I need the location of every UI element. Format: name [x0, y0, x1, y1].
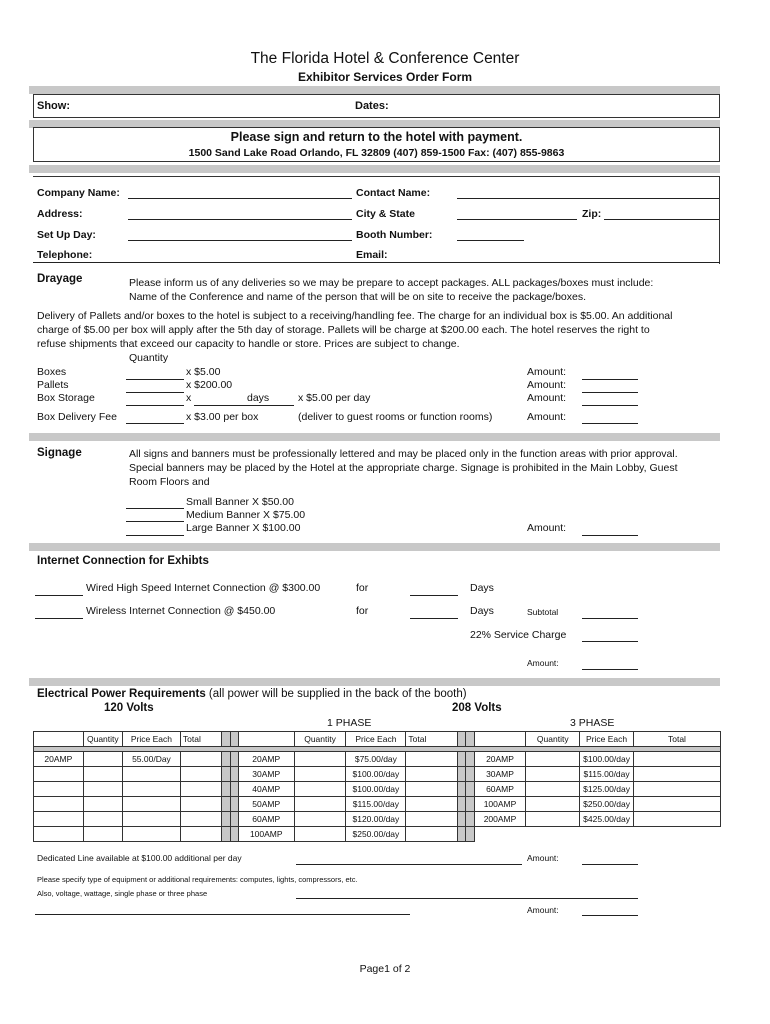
address-field[interactable] [128, 219, 352, 220]
amp-cell: 60AMP [474, 782, 526, 797]
storage-amount-label: Amount: [527, 392, 567, 404]
total-cell[interactable] [406, 752, 458, 767]
city-state-label: City & State [356, 208, 415, 220]
electrical-amount-field[interactable] [582, 915, 638, 916]
notice-box [33, 127, 720, 162]
boxes-price: x $5.00 [186, 366, 221, 378]
price-cell: $250.00/day [580, 797, 634, 812]
company-label: Company Name: [37, 187, 120, 199]
quantity-cell[interactable] [526, 797, 580, 812]
pallets-amount-label: Amount: [527, 379, 567, 391]
booth-field[interactable] [457, 240, 524, 241]
quantity-cell[interactable] [526, 767, 580, 782]
col-header: Total [633, 732, 720, 747]
pallets-label: Pallets [37, 379, 69, 391]
divider-band [29, 433, 720, 441]
email-label: Email: [356, 249, 388, 261]
storage-amount-field[interactable] [582, 405, 638, 406]
price-cell: $125.00/day [580, 782, 634, 797]
specify-field-1[interactable] [296, 898, 638, 899]
form-title: The Florida Hotel & Conference Center [250, 50, 520, 67]
storage-label: Box Storage [37, 392, 95, 404]
address-label: Address: [37, 208, 83, 220]
price-cell: $250.00/day [346, 827, 406, 842]
telephone-label: Telephone: [37, 249, 93, 261]
delivery-quantity-field[interactable] [126, 423, 184, 424]
pallets-price: x $200.00 [186, 379, 233, 391]
dedicated-amount-field[interactable] [582, 864, 638, 865]
total-cell[interactable] [180, 752, 221, 767]
quantity-label: Quantity [129, 352, 169, 364]
quantity-cell[interactable] [83, 752, 122, 767]
divider-band [29, 165, 720, 173]
contact-field[interactable] [457, 198, 719, 199]
phase-3-label: 3 PHASE [570, 717, 615, 729]
signage-line: Room Floors and [129, 476, 210, 488]
specify-line-1: Please specify type of equipment or additional requirements: computes, lights, compressors, etc. [37, 875, 358, 884]
total-cell[interactable] [633, 812, 720, 827]
drayage-para-line: Delivery of Pallets and/or boxes to the hotel is subject to a receiving/handling fee. The charge for an individual box is $5.00. An additional [37, 310, 673, 322]
medium-banner-field[interactable] [126, 521, 184, 522]
storage-x: x [186, 392, 192, 404]
wireless-label: Wireless Internet Connection @ $450.00 [86, 605, 276, 617]
total-cell[interactable] [633, 767, 720, 782]
col-header: Quantity [526, 732, 580, 747]
total-cell[interactable] [406, 767, 458, 782]
electrical-amount-label: Amount: [527, 905, 559, 915]
signage-paragraph [129, 447, 678, 489]
delivery-label: Box Delivery Fee [37, 411, 117, 423]
divider-band [29, 86, 720, 94]
table-row [34, 752, 721, 767]
quantity-cell[interactable] [294, 827, 346, 842]
internet-title: Internet Connection for Exhibts [37, 555, 209, 567]
setup-day-field[interactable] [128, 240, 352, 241]
drayage-para-line: refuse shipments that exceed our capacity to handle or store. Prices are subject to change. [37, 338, 460, 350]
price-cell: $100.00/day [346, 767, 406, 782]
dedicated-line-field[interactable] [296, 864, 522, 865]
storage-price: x $5.00 per day [298, 392, 371, 404]
zip-label: Zip: [582, 208, 602, 220]
storage-days-label: days [247, 392, 270, 404]
total-cell[interactable] [406, 797, 458, 812]
delivery-amount-field[interactable] [582, 423, 638, 424]
total-cell[interactable] [633, 782, 720, 797]
amp-cell: 60AMP [238, 812, 294, 827]
drayage-para-line: charge of $5.00 per box will apply after the 5th day of storage. Pallets will be charge at $200.00 each. The hotel reserves the right to [37, 324, 650, 336]
large-banner-label: Large Banner X $100.00 [186, 522, 301, 534]
wired-label: Wired High Speed Internet Connection @ $300.00 [86, 582, 321, 594]
price-cell: $115.00/day [580, 767, 634, 782]
col-header: Quantity [294, 732, 346, 747]
boxes-amount-label: Amount: [527, 366, 567, 378]
volts-120-label: 120 Volts [104, 702, 154, 714]
drayage-intro-line: Please inform us of any deliveries so we may be prepare to accept packages. ALL packages/boxes must include: [129, 277, 654, 289]
dedicated-amount-label: Amount: [527, 853, 559, 863]
table-row [34, 797, 721, 812]
delivery-note: (deliver to guest rooms or function rooms) [298, 411, 493, 423]
service-charge-label: 22% Service Charge [470, 629, 567, 641]
electrical-heading [37, 688, 467, 700]
signage-line: Special banners may be placed by the Hotel at the appropriate charge. Signage is prohibited in the Main Lobby, Guest [129, 462, 678, 474]
total-cell[interactable] [633, 797, 720, 812]
quantity-cell[interactable] [526, 812, 580, 827]
price-cell: $115.00/day [346, 797, 406, 812]
form-subtitle: Exhibitor Services Order Form [297, 70, 473, 84]
signage-amount-field[interactable] [582, 535, 638, 536]
wired-days-label: Days [470, 582, 494, 594]
price-cell: $75.00/day [346, 752, 406, 767]
dates-label: Dates: [355, 100, 389, 112]
volts-208-label: 208 Volts [452, 702, 502, 714]
col-header: Total [406, 732, 458, 747]
zip-field[interactable] [604, 219, 719, 220]
subtotal-field[interactable] [582, 618, 638, 619]
specify-field-2[interactable] [35, 914, 410, 915]
table-row [34, 812, 721, 827]
notice-heading: Please sign and return to the hotel with payment. [230, 130, 523, 144]
drayage-paragraph [37, 309, 672, 351]
signage-line: All signs and banners must be professionally lettered and may be placed only in the function areas with prior approval. [129, 448, 678, 460]
divider-band [29, 543, 720, 551]
amp-cell: 100AMP [474, 797, 526, 812]
col-header: Price Each [346, 732, 406, 747]
amp-cell: 100AMP [238, 827, 294, 842]
wired-for: for [356, 582, 369, 594]
wireless-for: for [356, 605, 369, 617]
internet-amount-label: Amount: [527, 658, 559, 668]
specify-line-2: Also, voltage, wattage, single phase or three phase [37, 889, 208, 898]
amp-cell: 30AMP [238, 767, 294, 782]
quantity-cell[interactable] [294, 782, 346, 797]
signage-amount-label: Amount: [527, 522, 567, 534]
amp-cell: 20AMP [34, 752, 84, 767]
col-header: Total [180, 732, 221, 747]
setup-day-label: Set Up Day: [37, 229, 96, 241]
quantity-cell[interactable] [294, 752, 346, 767]
booth-label: Booth Number: [356, 229, 433, 241]
col-header: Price Each [580, 732, 634, 747]
electrical-title: Electrical Power Requirements [37, 688, 206, 700]
wired-quantity-field[interactable] [35, 595, 83, 596]
medium-banner-label: Medium Banner X $75.00 [186, 509, 306, 521]
drayage-title: Drayage [37, 273, 83, 285]
page-number: Page1 of 2 [359, 963, 411, 975]
drayage-intro [129, 276, 653, 304]
table-row [34, 782, 721, 797]
quantity-cell[interactable] [526, 782, 580, 797]
subtotal-label: Subtotal [527, 607, 559, 617]
amp-cell: 20AMP [238, 752, 294, 767]
quantity-cell[interactable] [294, 797, 346, 812]
show-label: Show: [37, 100, 70, 112]
total-cell[interactable] [406, 827, 458, 842]
wireless-days-label: Days [470, 605, 494, 617]
hotel-address: 1500 Sand Lake Road Orlando, FL 32809 (407) 859-1500 Fax: (407) 855-9863 [188, 147, 565, 159]
storage-quantity-field[interactable] [126, 405, 184, 406]
quantity-cell[interactable] [294, 812, 346, 827]
delivery-price: x $3.00 per box [186, 411, 259, 423]
wired-days-field[interactable] [410, 595, 458, 596]
col-header: Quantity [83, 732, 122, 747]
pallets-quantity-field[interactable] [126, 392, 184, 393]
amp-cell: 200AMP [474, 812, 526, 827]
price-cell: $100.00/day [346, 782, 406, 797]
total-cell[interactable] [633, 752, 720, 767]
internet-amount-field[interactable] [582, 669, 638, 670]
divider-band [29, 678, 720, 686]
electrical-table [33, 731, 721, 842]
wireless-days-field[interactable] [410, 618, 458, 619]
pallets-amount-field[interactable] [582, 392, 638, 393]
quantity-cell[interactable] [526, 752, 580, 767]
small-banner-label: Small Banner X $50.00 [186, 496, 294, 508]
large-banner-field[interactable] [126, 535, 184, 536]
contact-label: Contact Name: [356, 187, 431, 199]
price-cell: $120.00/day [346, 812, 406, 827]
city-state-field[interactable] [457, 219, 577, 220]
phase-1-label: 1 PHASE [327, 717, 372, 729]
company-field[interactable] [128, 198, 352, 199]
table-row [34, 827, 721, 842]
amp-cell: 30AMP [474, 767, 526, 782]
price-cell: $425.00/day [580, 812, 634, 827]
price-cell: 55.00/Day [122, 752, 180, 767]
electrical-note: (all power will be supplied in the back of the booth) [205, 688, 467, 700]
quantity-cell[interactable] [294, 767, 346, 782]
total-cell[interactable] [406, 782, 458, 797]
delivery-amount-label: Amount: [527, 411, 567, 423]
service-charge-field[interactable] [582, 641, 638, 642]
boxes-quantity-field[interactable] [126, 379, 184, 380]
contact-bottom-rule [33, 262, 720, 263]
signage-title: Signage [37, 447, 82, 459]
show-dates-box [33, 94, 720, 118]
storage-days-field[interactable] [194, 405, 294, 406]
amp-cell: 40AMP [238, 782, 294, 797]
small-banner-field[interactable] [126, 508, 184, 509]
amp-cell: 20AMP [474, 752, 526, 767]
total-cell[interactable] [406, 812, 458, 827]
col-header: Price Each [122, 732, 180, 747]
dedicated-line-label: Dedicated Line available at $100.00 additional per day [37, 853, 242, 863]
boxes-amount-field[interactable] [582, 379, 638, 380]
drayage-intro-line: Name of the Conference and name of the person that will be on site to receive the package/boxes. [129, 291, 587, 303]
wireless-quantity-field[interactable] [35, 618, 83, 619]
boxes-label: Boxes [37, 366, 67, 378]
price-cell: $100.00/day [580, 752, 634, 767]
table-row [34, 767, 721, 782]
amp-cell: 50AMP [238, 797, 294, 812]
